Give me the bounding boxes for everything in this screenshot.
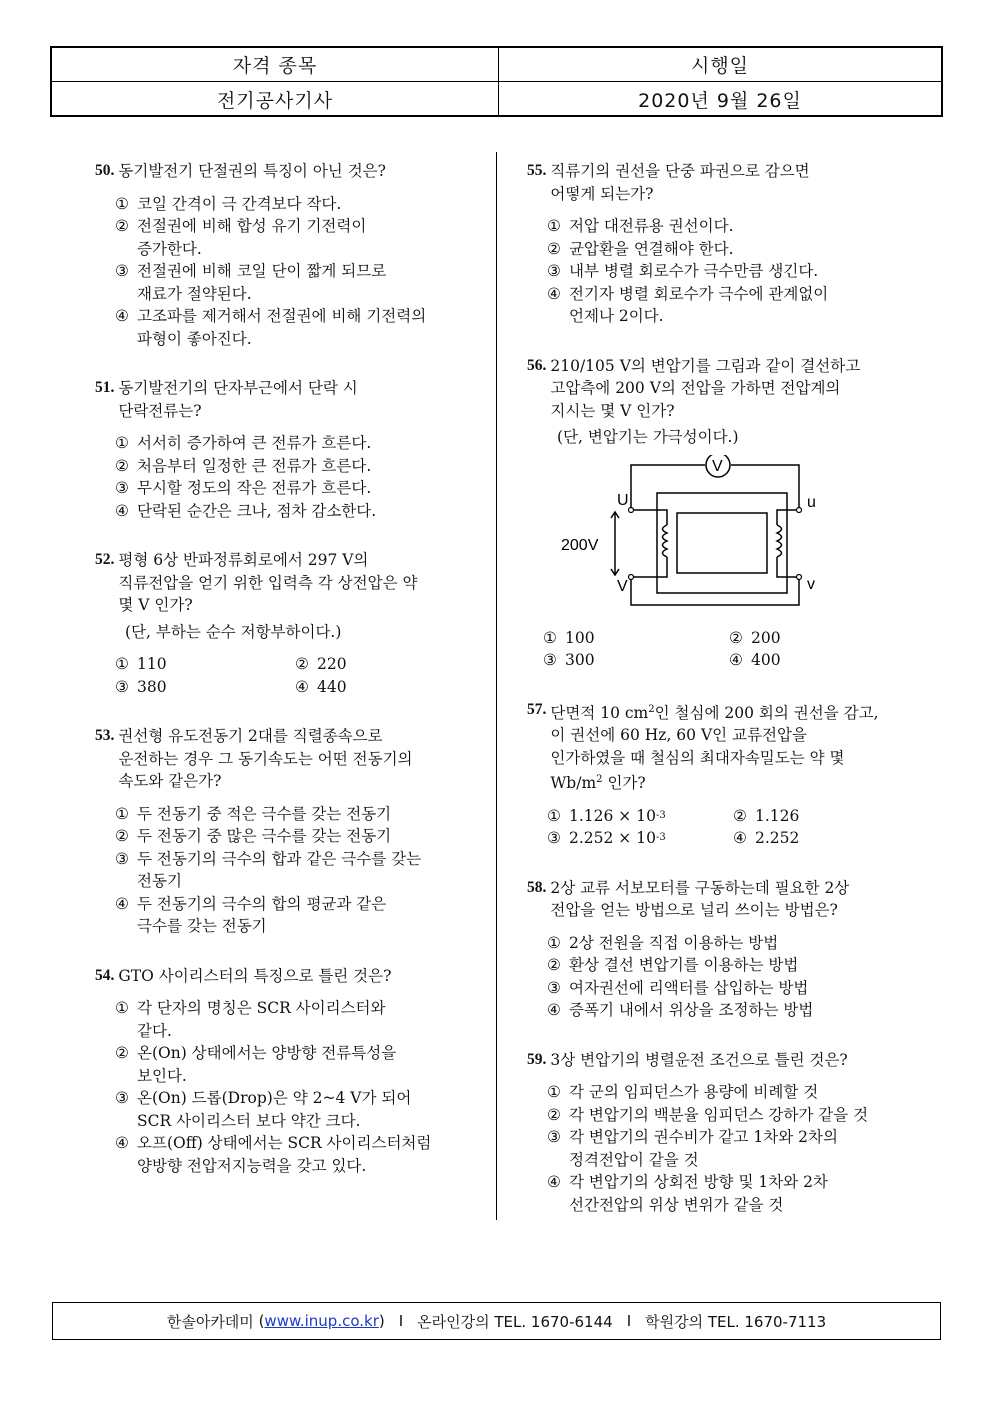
terminal-v-label: v bbox=[807, 575, 815, 593]
option-3: ③ 각 변압기의 권수비가 같고 1차와 2차의 정격전압이 같을 것 bbox=[547, 1128, 838, 1169]
footer-website-link[interactable]: www.inup.co.kr bbox=[264, 1312, 379, 1330]
option-3: ③ 전절권에 비해 코일 단이 짧게 되므로 재료가 절약된다. bbox=[115, 262, 387, 303]
option-4: ④ 오프(Off) 상태에서는 SCR 사이리스터처럼 양방향 전압저지능력을 갖고 있다. bbox=[115, 1134, 432, 1175]
secondary-coil bbox=[777, 525, 782, 557]
option-1: ① 1.126 × 10 -3 bbox=[547, 806, 666, 825]
left-column bbox=[95, 160, 475, 1204]
question-number: 54. bbox=[95, 966, 115, 984]
question-stem: 동기발전기의 단자부근에서 단락 시 단락전류는? bbox=[118, 379, 358, 420]
option-2: ② 200 bbox=[729, 628, 781, 647]
voltmeter-label: V bbox=[712, 457, 723, 475]
option-4: ④ 단락된 순간은 크나, 점차 감소한다. bbox=[115, 501, 377, 520]
right-column bbox=[527, 160, 917, 1243]
question-51 bbox=[95, 377, 475, 522]
transformer-diagram bbox=[527, 455, 887, 615]
question-stem: 210/105 V의 변압기를 그림과 같이 결선하고 고압측에 200 V의 전압을 가하면 전압계의 지시는 몇 V 인가? bbox=[550, 356, 861, 420]
terminal-U-label: U bbox=[617, 491, 629, 509]
option-2: ② 균압환을 연결해야 한다. bbox=[547, 239, 734, 258]
question-56 bbox=[527, 355, 917, 672]
question-stem: 2상 교류 서보모터를 구동하는데 필요한 2상 전압을 얻는 방법으로 널리 쓰이는 방법은? bbox=[550, 878, 850, 920]
question-stem: 3상 변압기의 병렬운전 조건으로 틀린 것은? bbox=[550, 1050, 848, 1069]
question-number: 56. bbox=[527, 356, 547, 374]
option-1: ① 100 bbox=[543, 628, 595, 647]
option-3: ③ 여자권선에 리액터를 삽입하는 방법 bbox=[547, 978, 809, 997]
option-3: ③ 2.252 × 10 -3 bbox=[547, 829, 666, 848]
option-2: ② 각 변압기의 백분율 임피던스 강하가 같을 것 bbox=[547, 1105, 869, 1124]
footer-banner: 한솔아카데미 ( www.inup.co.kr ) I 온라인강의 TEL. 1670-6144 I 학원강의 TEL. 1670-7113 bbox=[52, 1302, 941, 1340]
footer-online-phone: 온라인강의 TEL. 1670-6144 bbox=[417, 1312, 613, 1331]
question-53 bbox=[95, 725, 475, 938]
cert-title-label: 자격 종목 bbox=[52, 48, 499, 81]
option-2: ② 처음부터 일정한 큰 전류가 흐른다. bbox=[115, 456, 372, 475]
header-row-values bbox=[52, 82, 941, 117]
primary-coil bbox=[663, 525, 668, 557]
question-52 bbox=[95, 549, 475, 698]
footer-separator: I bbox=[626, 1312, 632, 1330]
option-2: ② 전절권에 비해 합성 유기 기전력이 증가한다. bbox=[115, 217, 367, 258]
option-4: ④ 두 전동기의 극수의 합의 평균과 같은 극수를 갖는 전동기 bbox=[115, 894, 387, 935]
exam-date: 2020년 9월 26일 bbox=[638, 90, 802, 112]
option-2: ② 1.126 bbox=[733, 806, 800, 825]
option-3: ③ 무시할 정도의 작은 전류가 흐른다. bbox=[115, 479, 372, 497]
question-59 bbox=[527, 1049, 917, 1217]
terminal-V-label: V bbox=[617, 577, 628, 595]
option-1: ① 2상 전원을 직접 이용하는 방법 bbox=[547, 933, 779, 952]
question-note: (단, 변압기는 가극성이다.) bbox=[557, 428, 739, 446]
option-4: ④ 각 변압기의 상회전 방향 및 1차와 2차 선간전압의 위상 변위가 같을 것 bbox=[547, 1173, 828, 1214]
option-3: ③ 내부 병렬 회로수가 극수만큼 생긴다. bbox=[547, 262, 819, 280]
question-50 bbox=[95, 160, 475, 350]
option-4: ④ 전기자 병렬 회로수가 극수에 관계없이 언제나 2이다. bbox=[547, 284, 829, 325]
question-number: 55. bbox=[527, 162, 547, 179]
option-3: ③ 300 bbox=[543, 651, 595, 669]
question-stem: 권선형 유도전동기 2대를 직렬종속으로 운전하는 경우 그 동기속도는 어떤 전동기의 속도와 같은가? bbox=[118, 727, 413, 790]
option-1: ① 각 군의 임피던스가 용량에 비례할 것 bbox=[547, 1083, 819, 1102]
option-3: ③ 380 bbox=[115, 677, 167, 696]
question-note: (단, 부하는 순수 저항부하이다.) bbox=[125, 622, 342, 641]
question-number: 50. bbox=[95, 162, 115, 179]
option-2: ② 220 bbox=[295, 655, 347, 673]
question-number: 52. bbox=[95, 551, 115, 568]
question-stem: 평형 6상 반파정류회로에서 297 V의 직류전압을 얻기 위한 입력측 각 상전압은 약 몇 V 인가? bbox=[118, 551, 418, 614]
cert-name: 전기공사기사 bbox=[52, 82, 499, 117]
question-57 bbox=[527, 699, 917, 850]
question-stem: 단면적 10 $cm^2$인 철심에 200 회의 권선을 감고, 이 권선에 60 Hz, 60 V인 교류전압을 인가하였을 때 철심의 최대자속밀도는 약 몇 $Wb/m^2$ 인가? bbox=[550, 703, 879, 793]
option-4: ④ 고조파를 제거해서 전절권에 비해 기전력의 파형이 좋아진다. bbox=[115, 307, 427, 348]
footer-brand: 한솔아카데미 bbox=[166, 1312, 254, 1331]
column-divider bbox=[496, 152, 497, 1220]
option-2: ② 환상 결선 변압기를 이용하는 방법 bbox=[547, 956, 799, 975]
option-3: ③ 온(On) 드롭(Drop)은 약 2~4 V가 되어 SCR 사이리스터 보다 약간 크다. bbox=[115, 1089, 412, 1130]
option-4: ④ 440 bbox=[295, 677, 347, 696]
question-number: 59. bbox=[527, 1050, 547, 1068]
question-stem: GTO 사이리스터의 특징으로 틀린 것은? bbox=[118, 966, 392, 985]
question-number: 51. bbox=[95, 379, 115, 396]
question-number: 53. bbox=[95, 727, 115, 744]
option-3: ③ 두 전동기의 극수의 합과 같은 극수를 갖는 전동기 bbox=[115, 849, 422, 890]
exam-date-label: 시행일 bbox=[690, 55, 750, 77]
header-row-titles bbox=[52, 48, 941, 82]
header-table bbox=[50, 46, 943, 117]
transformer-circuit-svg bbox=[527, 455, 887, 615]
question-number: 57. bbox=[527, 700, 547, 718]
core-window bbox=[677, 513, 767, 573]
option-1: ① 각 단자의 명칭은 SCR 사이리스터와 같다. bbox=[115, 999, 386, 1040]
question-55 bbox=[527, 160, 917, 328]
option-1: ① 서서히 증가하여 큰 전류가 흐른다. bbox=[115, 434, 372, 452]
option-1: ① 두 전동기 중 적은 극수를 갖는 전동기 bbox=[115, 804, 392, 823]
option-4: ④ 400 bbox=[729, 651, 781, 669]
question-number: 58. bbox=[527, 878, 547, 896]
terminal-u-label: u bbox=[807, 493, 816, 511]
source-voltage-label: 200V bbox=[561, 536, 599, 554]
option-2: ② 온(On) 상태에서는 양방향 전류특성을 보인다. bbox=[115, 1044, 397, 1085]
question-54 bbox=[95, 965, 475, 1178]
option-1: ① 저압 대전류용 권선이다. bbox=[547, 217, 734, 235]
option-4: ④ 2.252 bbox=[733, 829, 800, 848]
footer-academy-phone: 학원강의 TEL. 1670-7113 bbox=[645, 1312, 827, 1331]
question-58 bbox=[527, 877, 917, 1022]
question-stem: 동기발전기 단절권의 특징이 아닌 것은? bbox=[118, 162, 386, 180]
option-1: ① 110 bbox=[115, 655, 167, 673]
question-stem: 직류기의 권선을 단중 파권으로 감으면 어떻게 되는가? bbox=[550, 162, 810, 203]
option-4: ④ 증폭기 내에서 위상을 조정하는 방법 bbox=[547, 1001, 814, 1020]
footer-separator: I bbox=[398, 1312, 404, 1330]
option-1: ① 코일 간격이 극 간격보다 작다. bbox=[115, 194, 342, 213]
option-2: ② 두 전동기 중 많은 극수를 갖는 전동기 bbox=[115, 827, 392, 845]
